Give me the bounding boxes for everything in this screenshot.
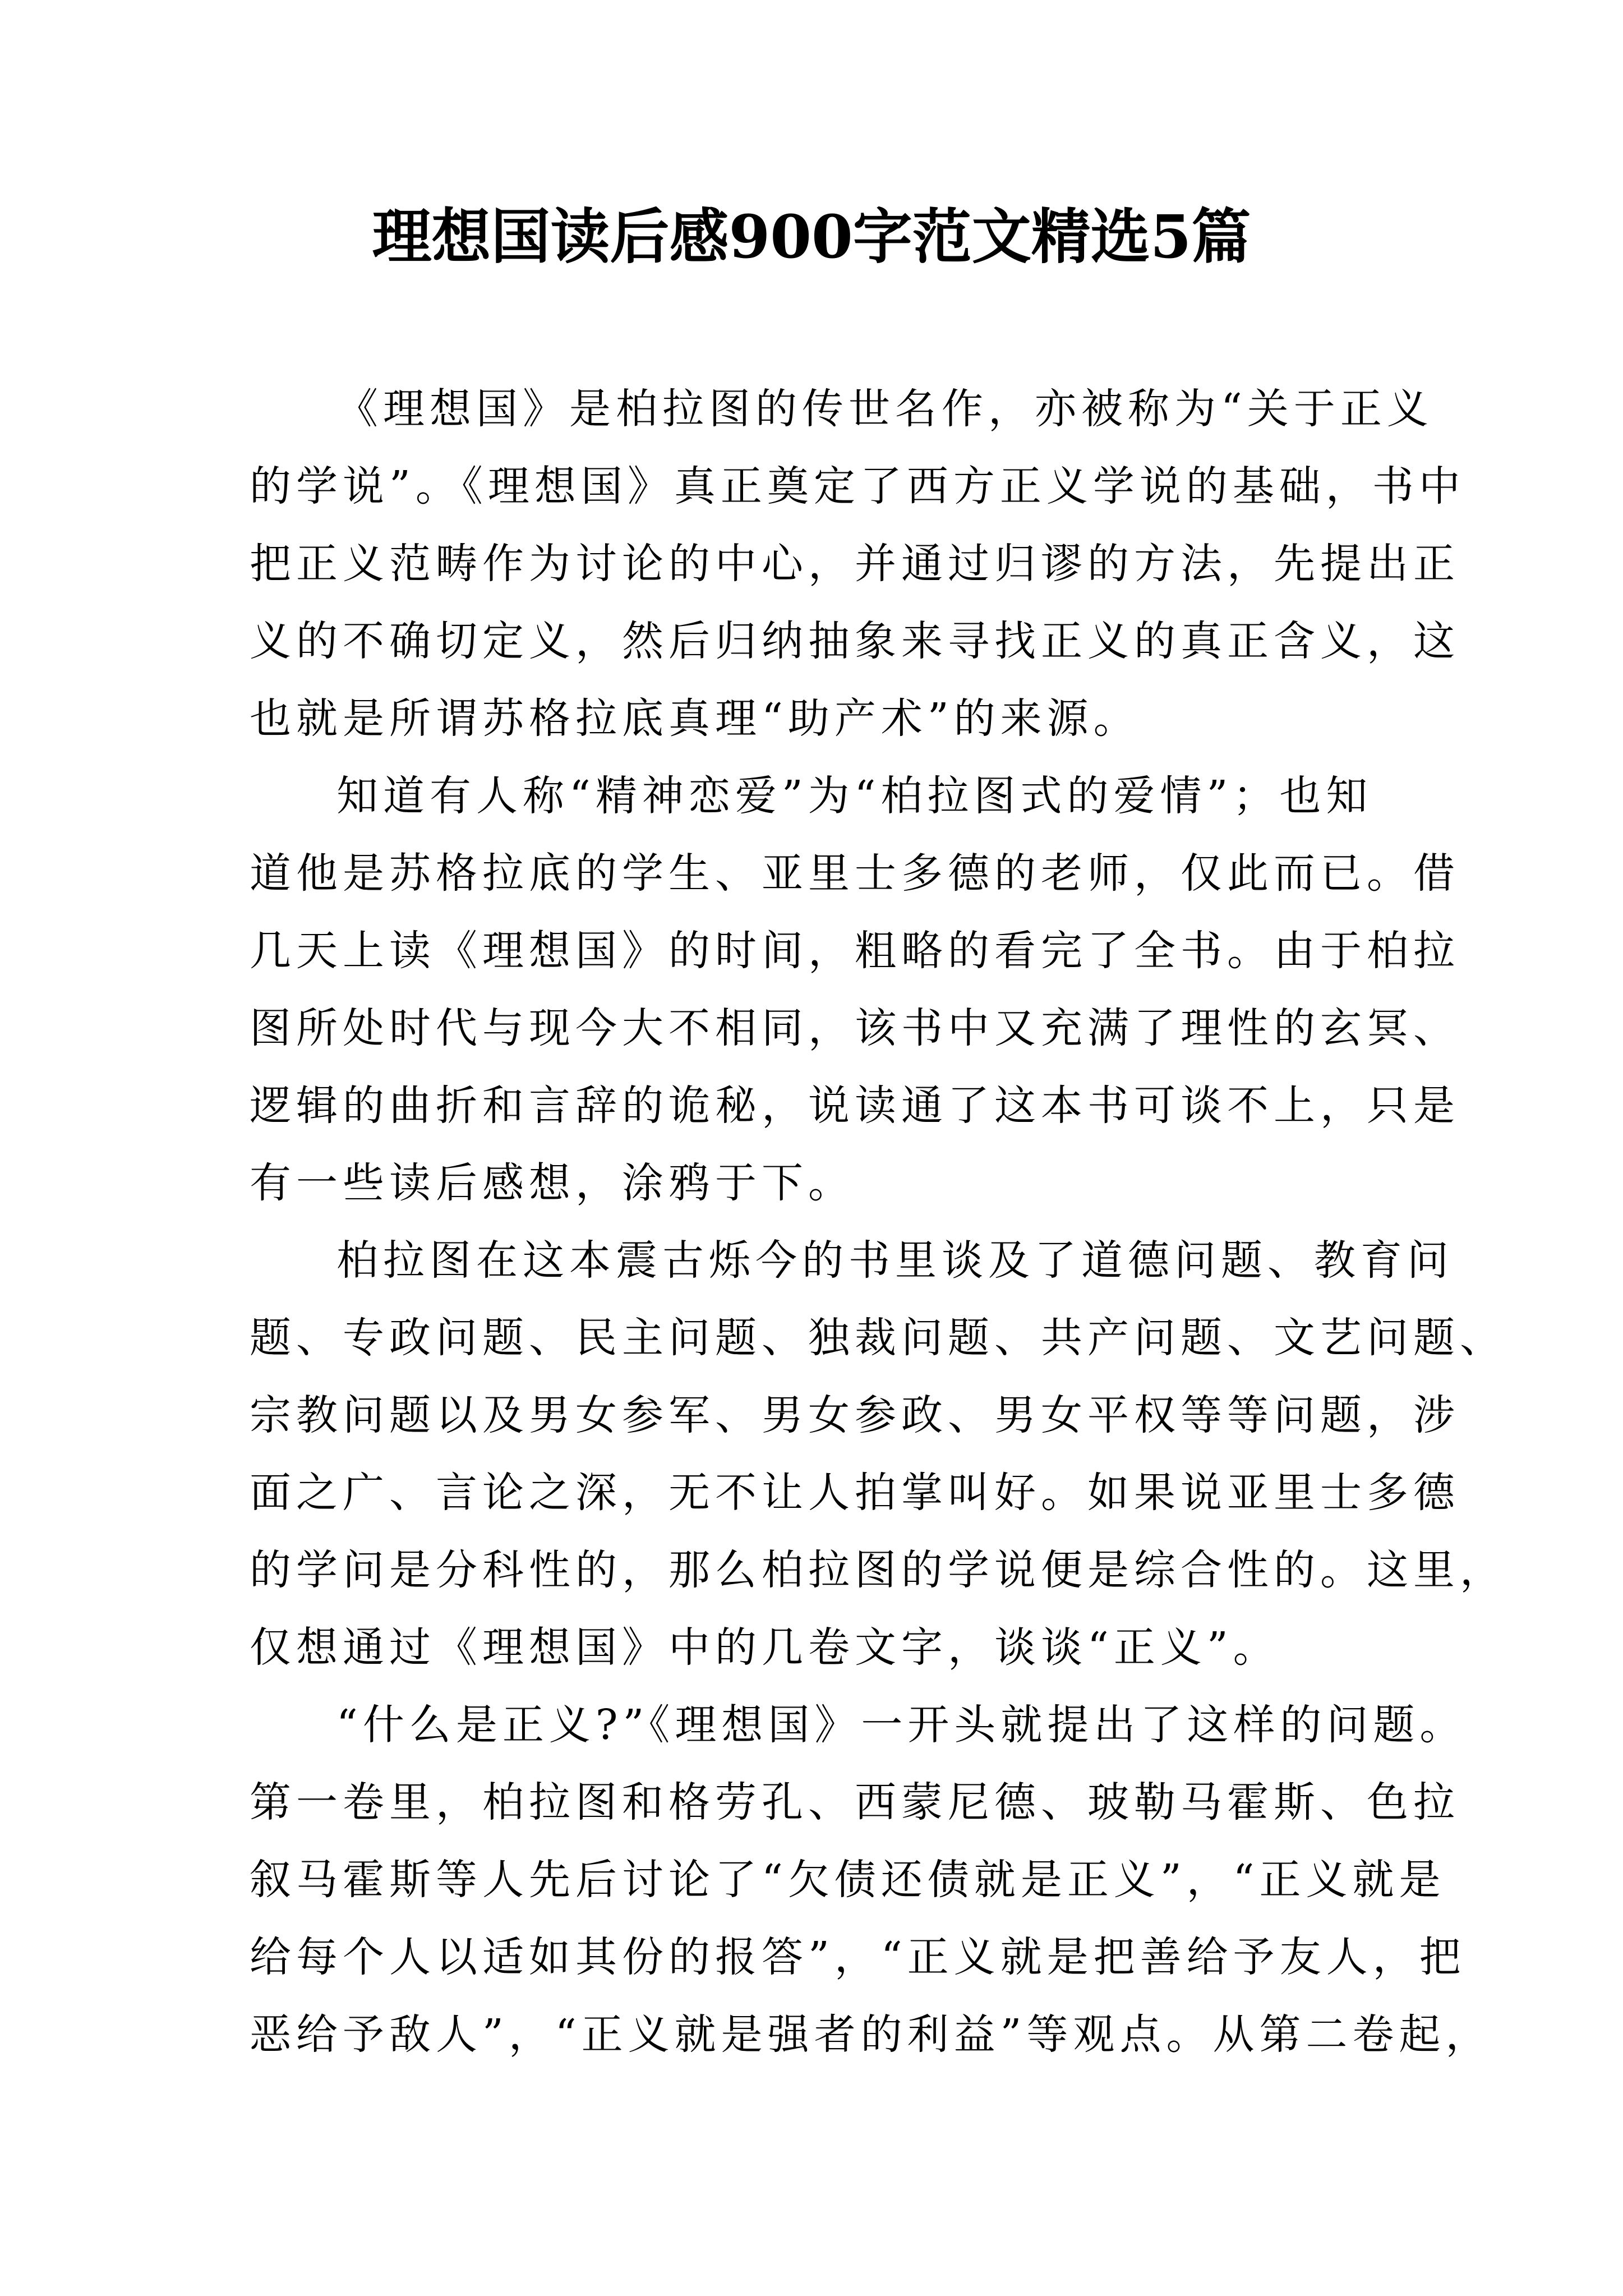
text-line: 图所处时代与现今大不相同，该书中又充满了理性的玄冥、 <box>250 1004 1460 1052</box>
text-line: 道他是苏格拉底的学生、亚里士多德的老师，仅此而已。借 <box>250 849 1460 898</box>
text-line: 柏拉图在这本震古烁今的书里谈及了道德问题、教育问 <box>336 1236 1454 1285</box>
text-line: 义的不确切定义，然后归纳抽象来寻找正义的真正含义，这 <box>250 617 1460 665</box>
text-line: 恶给予敌人”，“正义就是强者的利益”等观点。从第二卷起， <box>250 2010 1492 2059</box>
text-line: 叙马霍斯等人先后讨论了“欠债还债就是正义”，“正义就是 <box>250 1856 1446 1904</box>
paragraph-3 <box>250 1222 1506 1686</box>
document-body <box>250 370 1506 2073</box>
text-line: 把正义范畴作为讨论的中心，并通过归谬的方法，先提出正 <box>250 540 1460 588</box>
text-line: 的学说”。《理想国》真正奠定了西方正义学说的基础，书中 <box>250 462 1465 510</box>
text-line: 的学问是分科性的，那么柏拉图的学说便是综合性的。这里， <box>250 1546 1506 1594</box>
text-line: 题、专政问题、民主问题、独裁问题、共产问题、文艺问题、 <box>250 1314 1506 1362</box>
paragraph-1 <box>250 370 1465 757</box>
paragraph-2 <box>250 757 1460 1222</box>
text-line: 几天上读《理想国》的时间，粗略的看完了全书。由于柏拉 <box>250 927 1460 975</box>
paragraph-4 <box>250 1686 1492 2073</box>
text-line: 给每个人以适如其份的报答”，“正义就是把善给予友人，把 <box>250 1933 1466 1981</box>
text-line: 《理想国》是柏拉图的传世名作，亦被称为“关于正义 <box>336 385 1433 433</box>
text-line: 也就是所谓苏格拉底真理“助产术”的来源。 <box>250 694 1140 743</box>
text-line: “什么是正义?”《理想国》一开头就提出了这样的问题。 <box>336 1701 1467 1749</box>
text-line: 宗教问题以及男女参军、男女参政、男女平权等等问题，涉 <box>250 1391 1460 1439</box>
text-line: 逻辑的曲折和言辞的诡秘，说读通了这本书可谈不上，只是 <box>250 1082 1460 1130</box>
document-title: 理想国读后感900字范文精选5篇 <box>372 201 1251 272</box>
text-line: 有一些读后感想，涂鸦于下。 <box>250 1159 855 1207</box>
text-line: 仅想通过《理想国》中的几卷文字，谈谈“正义”。 <box>250 1623 1280 1672</box>
text-line: 第一卷里，柏拉图和格劳孔、西蒙尼德、玻勒马霍斯、色拉 <box>250 1778 1460 1826</box>
text-line: 面之广、言论之深，无不让人拍掌叫好。如果说亚里士多德 <box>250 1469 1460 1517</box>
text-line: 知道有人称“精神恋爱”为“柏拉图式的爱情”；也知 <box>336 772 1373 820</box>
